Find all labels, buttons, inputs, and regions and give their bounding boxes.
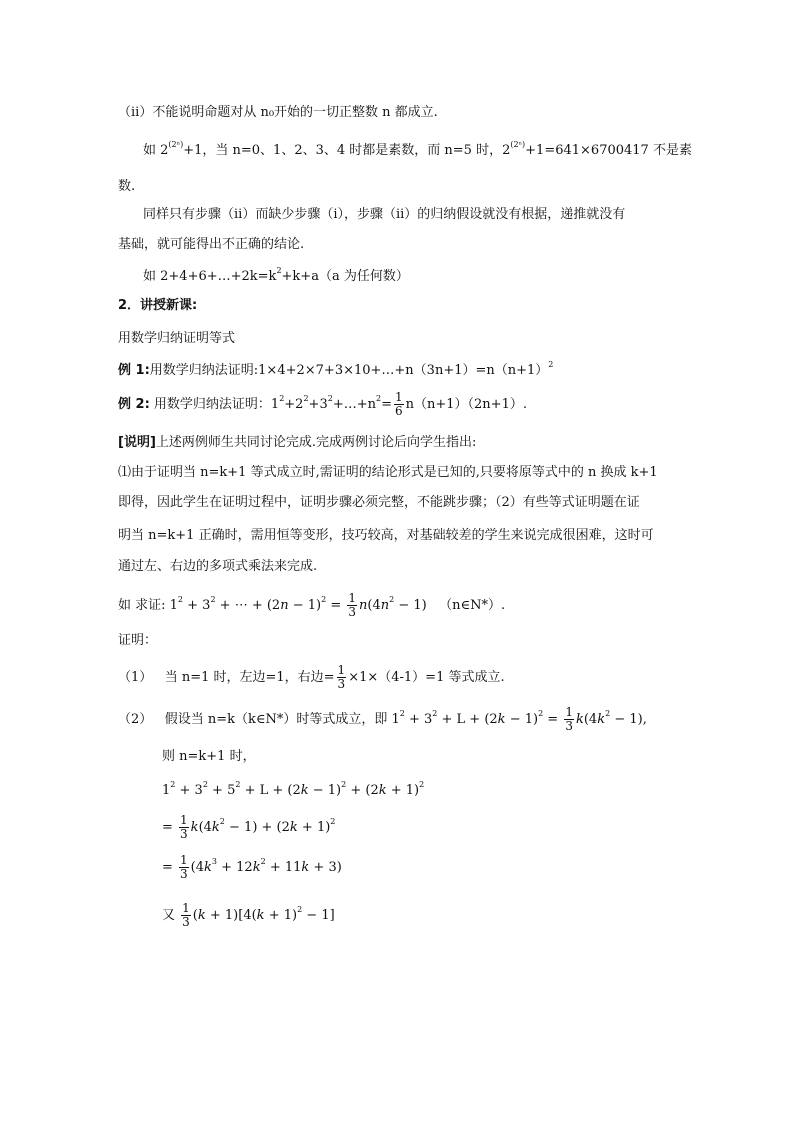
note-line-3: 明当 n=k+1 正确时，需用恒等变形，技巧较高，对基础较差的学生来说完成很困难，这时可 — [118, 528, 654, 543]
note-line-2: 即得，因此学生在证明过程中，证明步骤必须完整，不能跳步骤；（2）有些等式证明题在证 — [118, 495, 640, 510]
equation-line-2: = $\frac{1}{3}$ $k(4k^2 - 1) + (2k + 1)^2$ — [162, 813, 336, 841]
equation-line-1: $1^2 + 3^2 + 5^2 + L + (2k - 1)^2 + (2k + 1)^2$ — [162, 780, 425, 798]
proof-step-1: （1） 当 n=1 时，左边=1，右边= $\frac{1}{3}$ ×1×（4-1）=1 等式成立. — [118, 663, 505, 691]
section-heading-new-lesson: 2．讲授新课: — [118, 298, 198, 313]
fraction-one-third: $\frac{1}{3}$ — [348, 591, 356, 619]
equation-line-3: = $\frac{1}{3}$ $(4k^3 + 12k^2 + 11k + 3)$ — [162, 853, 342, 881]
paragraph-fermat-wrap: 数. — [118, 179, 136, 194]
note-intro: [说明]上述两例师生共同讨论完成.完成两例讨论后向学生指出: — [118, 435, 477, 450]
note-line-4: 通过左、右边的多项式乘法来完成. — [118, 559, 318, 574]
example-1: 例 1:用数学归纳法证明$:1\times 4+2\times 7+3\times 10+\dots+n(3n+1)=n(n+1)^2$ — [118, 360, 554, 378]
paragraph-even-sum-example: 如 $2+4+6+\dots+2k=k^2+k+a(a$ 为任何数） — [143, 266, 409, 284]
claim-statement: 如 求证: $1^2 + 3^2$ + ⋯ + $(2n - 1)^2$ = $\frac{1}{3}$ $n(4n^2 - 1)$ （n∈N*）. — [118, 591, 506, 619]
fraction-one-third: $\frac{1}{3}$ — [180, 853, 188, 881]
paragraph-step-explain-2: 基础，就可能得出不正确的结论. — [118, 237, 305, 252]
fraction-one-third: $\frac{1}{3}$ — [180, 813, 188, 841]
fraction-one-sixth: $\frac{1}{6}$ — [394, 390, 403, 418]
example-2: 例 2: 用数学归纳法证明：$1^2+2^2+3^2+\dots+n^2=$ $\frac{1}{6}$ n（n+1）（2n+1）. — [118, 390, 527, 418]
note-line-1: ⑴由于证明当 n=k+1 等式成立时,需证明的结论形式是已知的,只要将原等式中的 n 换成 k+1 — [118, 465, 658, 480]
proof-then: 则 n=k+1 时， — [162, 749, 256, 764]
fraction-one-third: $\frac{1}{3}$ — [565, 705, 573, 733]
paragraph-fermat-example: 如 $2^{(2^n)}+1$，当 n=0、1、2、3、4 时都是素数，而 n=5 时，$2^{(2^n)}+1=641\times 6700417$ 不是素 — [143, 140, 692, 158]
equation-line-4: 又 $\frac{1}{3}$ $(k + 1)[4(k + 1)^2 - 1]$ — [162, 901, 335, 929]
fraction-one-third: $\frac{1}{3}$ — [182, 901, 190, 929]
proof-label: 证明： — [118, 633, 158, 648]
fraction-one-third: $\frac{1}{3}$ — [337, 663, 346, 691]
paragraph-step-explain-1: 同样只有步骤（ii）而缺少步骤（i），步骤（ii）的归纳假设就没有根据，递推就没有 — [143, 207, 626, 222]
paragraph-note-ii: （ii）不能说明命题对从 n₀开始的一切正整数 n 都成立. — [118, 105, 438, 120]
proof-step-2: （2） 假设当 n=k（k∈N*）时等式成立，即 $1^2 + 3^2 + L + (2k - 1)^2$ = $\frac{1}{3}$ $k(4k^2 - 1)$, — [118, 705, 647, 733]
subtitle-equation-proof: 用数学归纳证明等式 — [118, 331, 236, 346]
